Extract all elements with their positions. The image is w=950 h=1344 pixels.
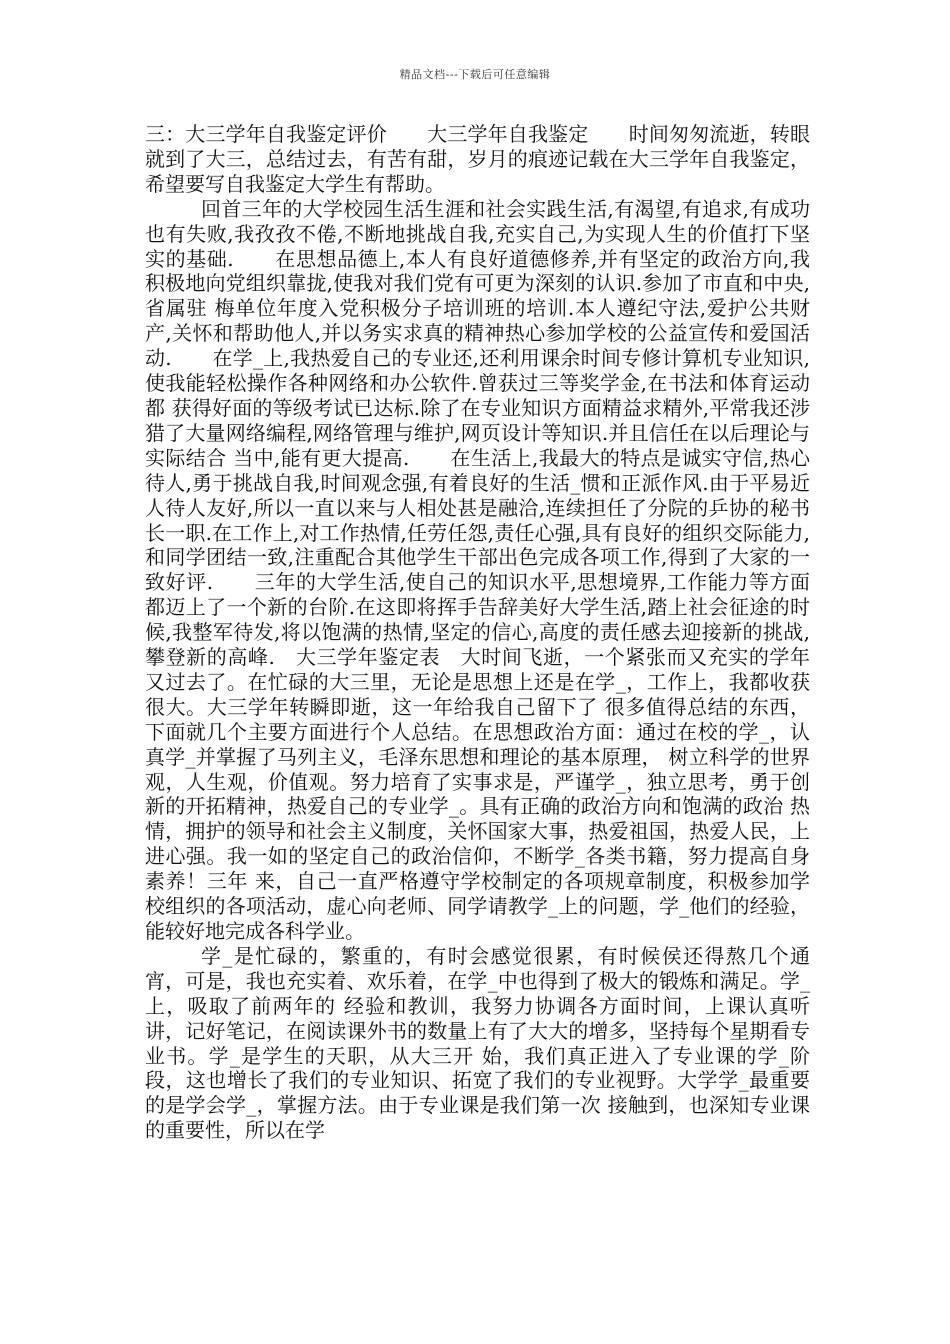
- page-header: 精品文档---下载后可任意编辑: [399, 68, 551, 81]
- paragraph-study: 学_是忙碌的，繁重的，有时会感觉很累，有时候侯还得熬几个通宵，可是，我也充实着、欢乐着，在学_中也得到了极大的锻炼和满足。学_上，吸取了前两年的 经验和教训，我努力协调各方面时间，上课认真听讲，记好笔记，在阅读课外书的数量上有了大大的增多，坚持每个星期看专业书。学_是学生的天职，从大三开 始，我们真正进入了专业课的学_阶段，这也增长了我们的专业知识、拓宽了我们的专业视野。大学学_最重要的是学会学_，掌握方法。由于专业课是我们第一次 接触到，也深知专业课的重要性，所以在学: [145, 943, 810, 1143]
- paragraph-intro: 三：大三学年自我鉴定评价 大三学年自我鉴定 时间匆匆流逝，转眼就到了大三，总结过去，有苦有甜，岁月的痕迹记载在大三学年自我鉴定，希望要写自我鉴定大学生有帮助。: [145, 122, 810, 196]
- document-body: [145, 122, 810, 1143]
- paragraph-review: 回首三年的大学校园生活生涯和社会实践生活,有渴望,有追求,有成功也有失败,我孜孜不倦,不断地挑战自我,充实自己,为实现人生的价值打下坚实的基础. 在思想品德上,本人有良好道德修养,并有坚定的政治方向,我积极地向党组织靠拢,使我对我们党有可更为深刻的认识.参加了市直和中央,省属驻 梅单位年度入党积极分子培训班的培训.本人遵纪守法,爱护公共财产,关怀和帮助他人,并以务实求真的精神热心参加学校的公益宣传和爱国活动. 在学_上,我热爱自己的专业还,还利用课余时间专修计算机专业知识,使我能轻松操作各种网络和办公软件.曾获过三等奖学金,在书法和体育运动都 获得好面的等级考试已达标.除了在专业知识方面精益求精外,平常我还涉猎了大量网络编程,网络管理与维护,网页设计等知识.并且信任在以后理论与实际结合 当中,能有更大提高. 在生活上,我最大的特点是诚实守信,热心待人,勇于挑战自我,时间观念强,有着良好的生活_惯和正派作风.由于平易近人待人友好,所以一直以来与人相处甚是融洽,连续担任了分院的乒协的秘书长一职.在工作上,对工作热情,任劳任怨,责任心强,具有良好的组织交际能力,和同学团结一致,注重配合其他学生干部出色完成各项工作,得到了大家的一致好评. 三年的大学生活,使自己的知识水平,思想境界,工作能力等方面都迈上了一个新的台阶.在这即将挥手告辞美好大学生活,踏上社会征途的时候,我整军待发,将以饱满的热情,坚定的信心,高度的责任感去迎接新的挑战,攀登新的高峰. 大三学年鉴定表 大时间飞逝，一个紧张而又充实的学年又过去了。在忙碌的大三里，无论是思想上还是在学_，工作上，我都收获很大。大三学年转瞬即逝，这一年给我自己留下了 很多值得总结的东西，下面就几个主要方面进行个人总结。在思想政治方面：通过在校的学_，认真学_并掌握了马列主义，毛泽东思想和理论的基本原理， 树立科学的世界观，人生观，价值观。努力培育了实事求是，严谨学_，独立思考，勇于创新的开拓精神，热爱自己的专业学_。具有正确的政治方向和饱满的政治 热情，拥护的领导和社会主义制度，关怀国家大事，热爱祖国，热爱人民，上进心强。我一如的坚定自己的政治信仰，不断学_各类书籍，努力提高自身素养！三年 来，自己一直严格遵守学校制定的各项规章制度，积极参加学校组织的各项活动，虚心向老师、同学请教学_上的问题，学_他们的经验，能较好地完成各科学业。: [145, 196, 810, 943]
